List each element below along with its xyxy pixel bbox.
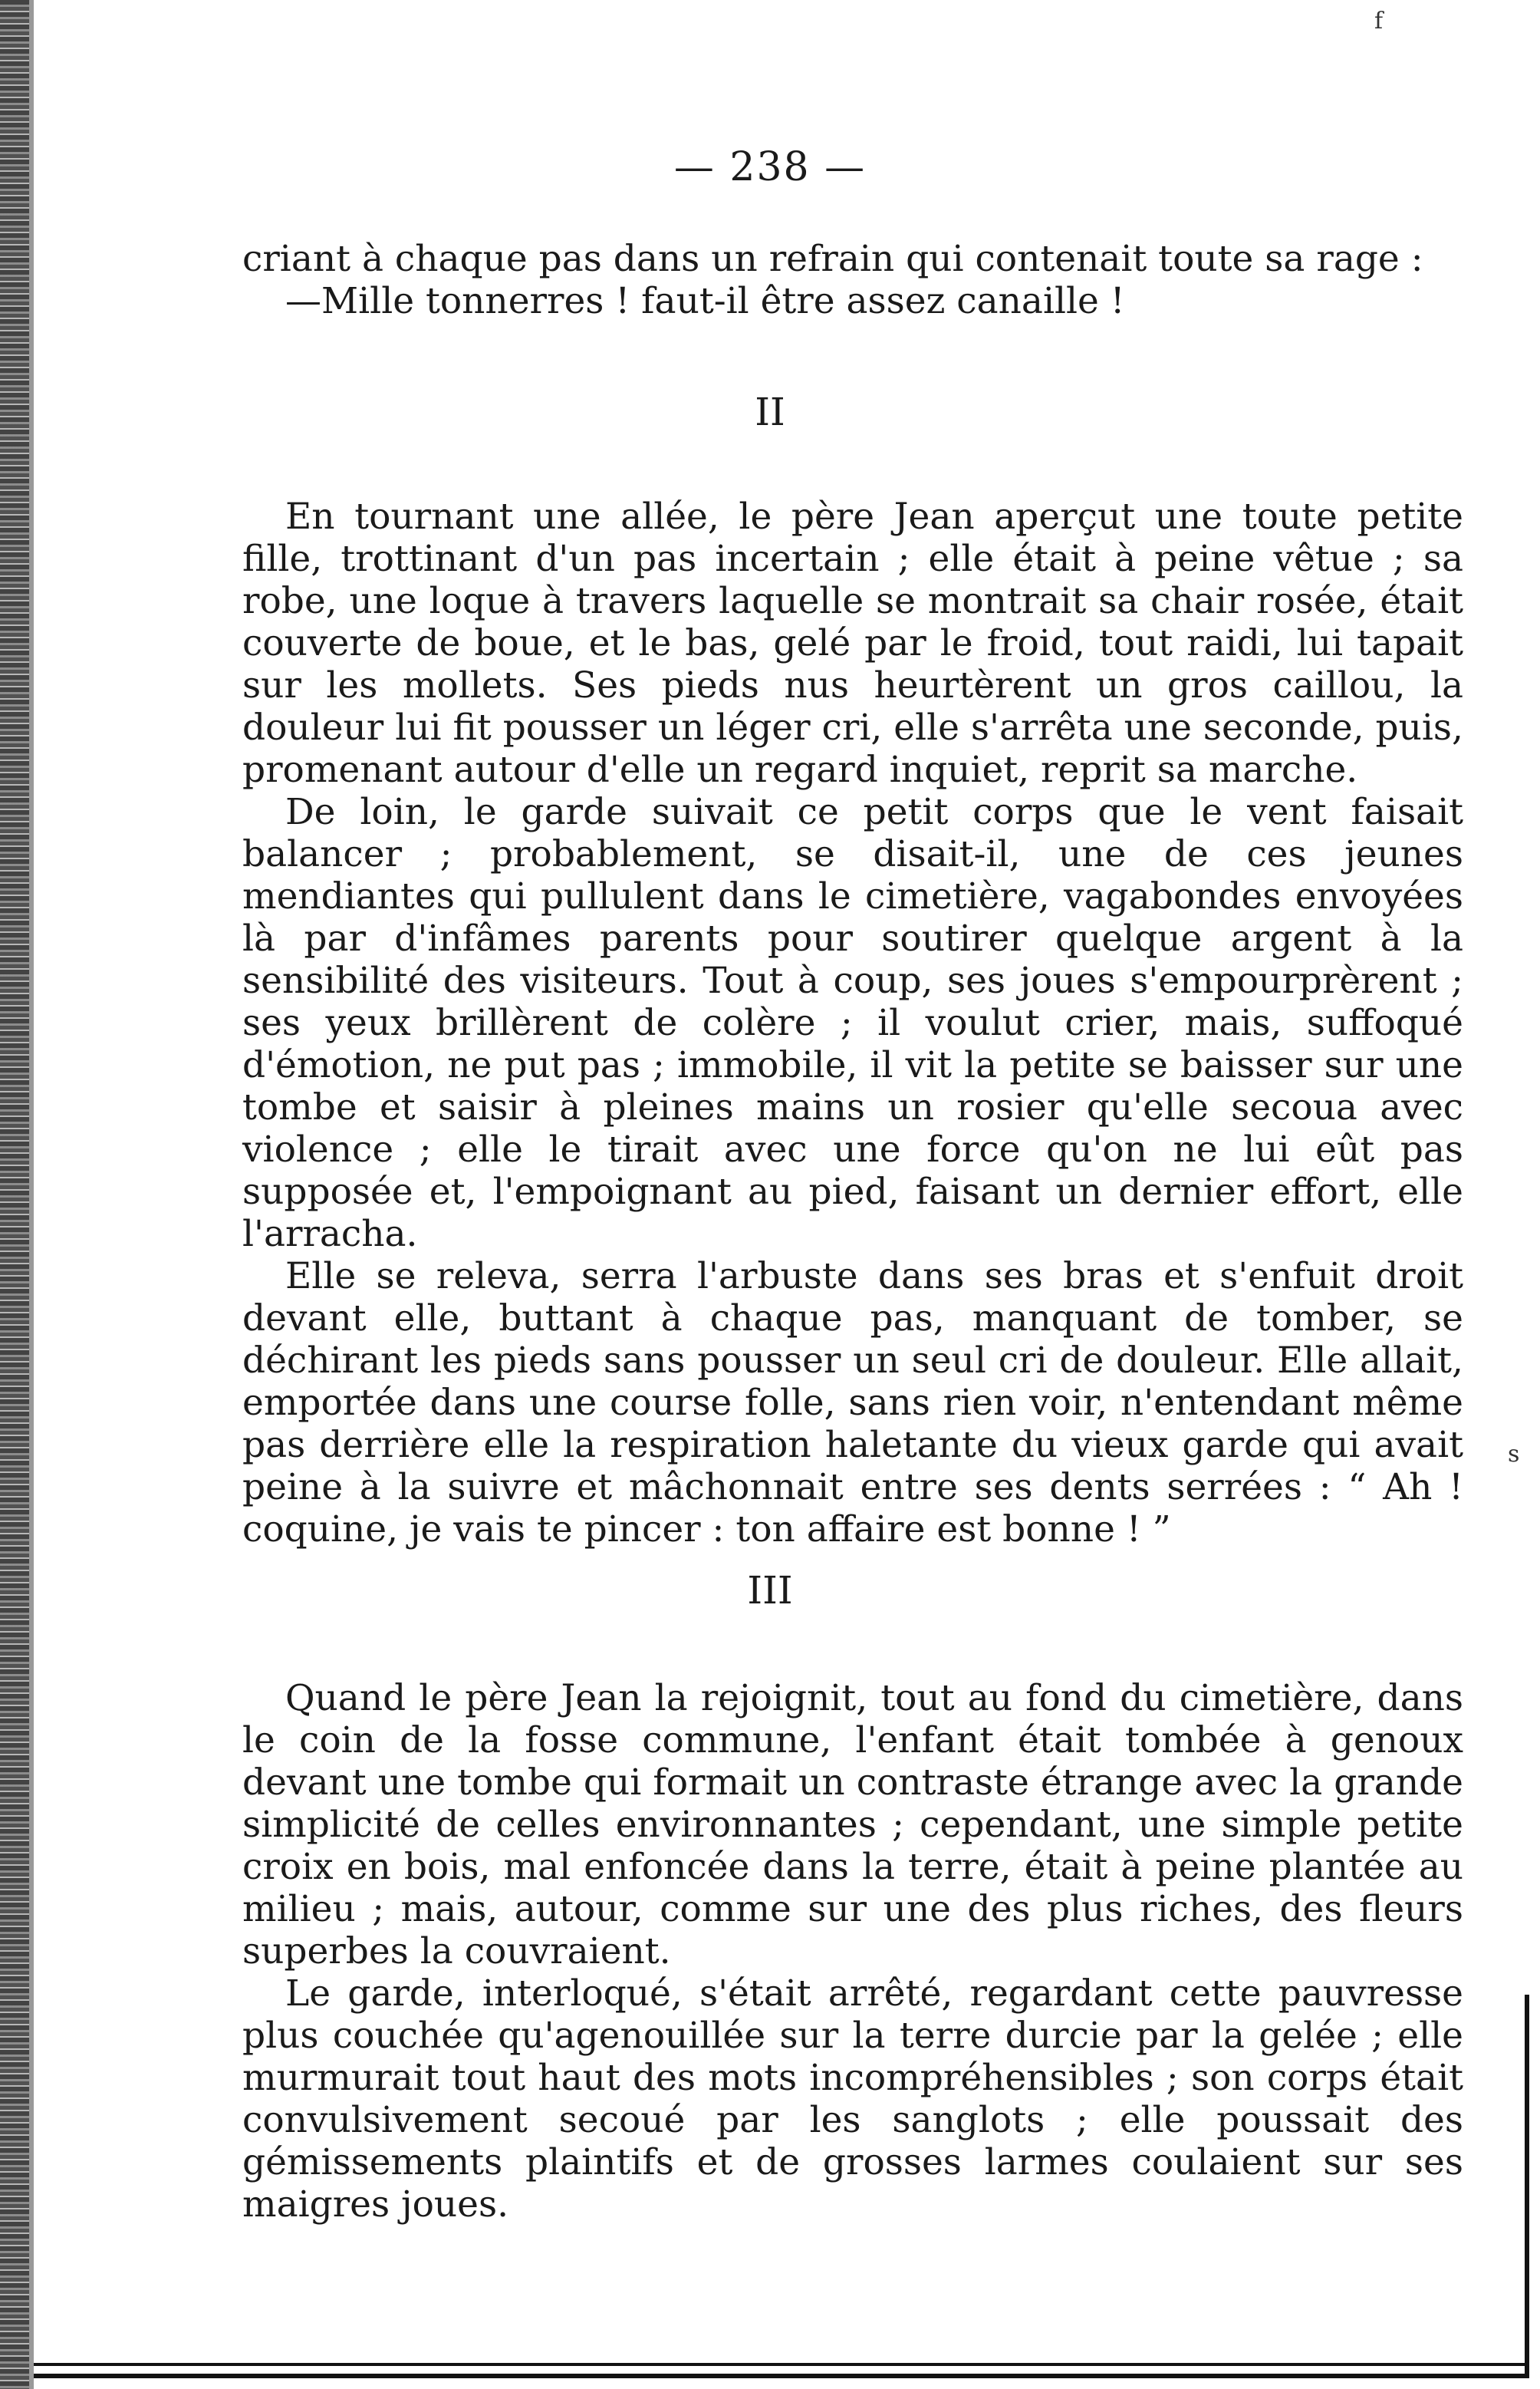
stray-mark-top: f [1374,8,1384,35]
opening-line-1: criant à chaque pas dans un refrain qui contenait toute sa rage : [242,238,1423,280]
section-heading-ii: II [755,390,785,434]
binding-edge [0,0,29,2389]
page-right-border [1525,1995,1529,2378]
section-iii-body [242,1677,1463,2226]
paragraph: Quand le père Jean la rejoignit, tout au fond du cimetière, dans le coin de la fosse commune, l'enfant était tombée à genoux devant une tombe qui formait un contraste étrange avec la grande simplicité de celles environnantes ; cependant, une simple petite croix en bois, mal enfoncée dans la terre, était à peine plantée au milieu ; mais, autour, comme sur une des plus riches, des fleurs superbes la couvraient. [242,1677,1463,1972]
opening-lines [242,238,1463,322]
binding-shadow [29,0,34,2389]
section-heading-iii: III [747,1568,793,1613]
page-number: — 238 — [673,144,867,190]
section-ii-body [242,496,1463,1550]
page-bottom-border [34,2363,1529,2378]
paragraph: En tournant une allée, le père Jean aperçut une toute petite fille, trottinant d'un pas incertain ; elle était à peine vêtue ; sa robe, une loque à travers laquelle se montrait sa chair rosée, était couverte de boue, et le bas, gelé par le froid, tout raidi, lui tapait sur les mollets. Ses pieds nus heurtèrent un gros caillou, la douleur lui fit pousser un léger cri, elle s'arrêta une seconde, puis, promenant autour d'elle un regard inquiet, reprit sa marche. [242,496,1463,791]
paragraph: Le garde, interloqué, s'était arrêté, regardant cette pauvresse plus couchée qu'agenouillée sur la terre durcie par la gelée ; elle murmurait tout haut des mots incompréhensibles ; son corps était convulsivement secoué par les sanglots ; elle poussait des gémissements plaintifs et de grosses larmes coulaient sur ses maigres joues. [242,1972,1463,2226]
paragraph: Elle se releva, serra l'arbuste dans ses bras et s'enfuit droit devant elle, buttant à chaque pas, manquant de tomber, se déchirant les pieds sans pousser un seul cri de douleur. Elle allait, emportée dans une course folle, sans rien voir, n'entendant même pas derrière elle la respiration haletante du vieux garde qui avait peine à la suivre et mâchonnait entre ses dents serrées : “ Ah ! coquine, je vais te pincer : ton affaire est bonne ! ” [242,1255,1463,1550]
opening-line-2: —Mille tonnerres ! faut-il être assez canaille ! [285,280,1125,322]
stray-mark-margin: s [1508,1441,1520,1468]
paragraph: De loin, le garde suivait ce petit corps que le vent faisait balancer ; probablement, se disait-il, une de ces jeunes mendiantes qui pullulent dans le cimetière, vagabondes envoyées là par d'infâmes parents pour soutirer quelque argent à la sensibilité des visiteurs. Tout à coup, ses joues s'empourprèrent ; ses yeux brillèrent de colère ; il voulut crier, mais, suffoqué d'émotion, ne put pas ; immobile, il vit la petite se baisser sur une tombe et saisir à pleines mains un rosier qu'elle secoua avec violence ; elle le tirait avec une force qu'on ne lui eût pas supposée et, l'empoignant au pied, faisant un dernier effort, elle l'arracha. [242,791,1463,1255]
